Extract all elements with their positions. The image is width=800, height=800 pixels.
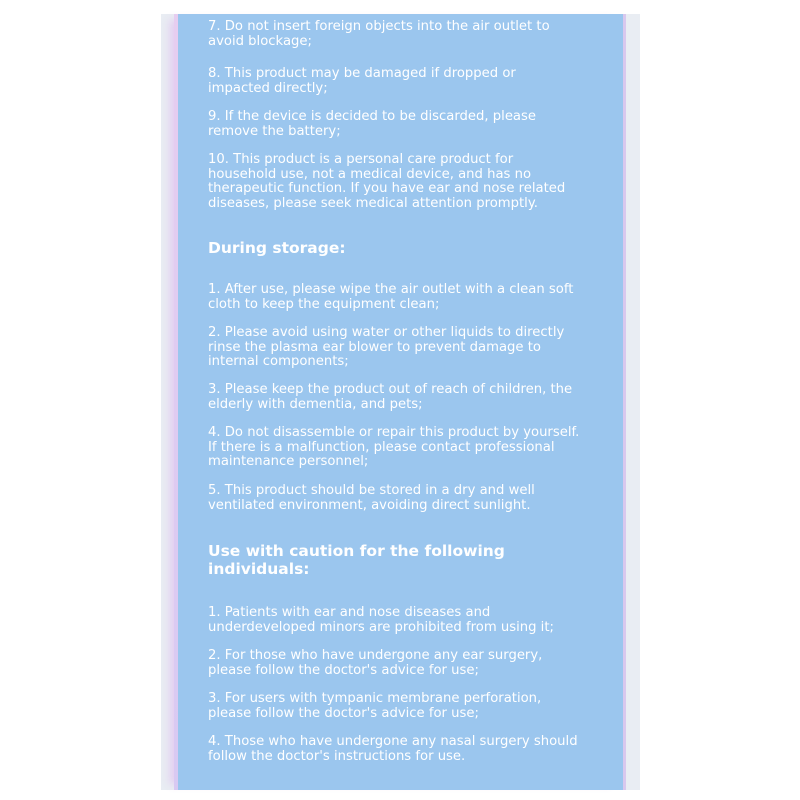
usage-item-9: 9. If the device is decided to be discarded, please remove the battery; — [208, 109, 537, 139]
caution-item-2: 2. For those who have undergone any ear surgery, please follow the doctor's advice for use; — [208, 648, 543, 678]
caution-item-1: 1. Patients with ear and nose diseases and underdeveloped minors are prohibited from using it; — [208, 605, 554, 635]
storage-item-3: 3. Please keep the product out of reach of children, the elderly with dementia, and pets; — [208, 382, 573, 412]
caution-item-4: 4. Those who have undergone any nasal surgery should follow the doctor's instructions for use. — [208, 734, 578, 764]
usage-item-10: 10. This product is a personal care product for household use, not a medical device, and has no therapeutic function. If you have ear and nose related diseases, please seek medical attention promptly. — [208, 152, 566, 211]
storage-heading: During storage: — [208, 239, 346, 257]
storage-item-1: 1. After use, please wipe the air outlet with a clean soft cloth to keep the equipment clean; — [208, 282, 574, 312]
usage-item-8: 8. This product may be damaged if dropped or impacted directly; — [208, 66, 516, 96]
caution-heading: Use with caution for the following individuals: — [208, 542, 505, 578]
storage-item-2: 2. Please avoid using water or other liquids to directly rinse the plasma ear blower to prevent damage to internal components; — [208, 325, 565, 369]
storage-item-4: 4. Do not disassemble or repair this product by yourself. If there is a malfunction, please contact professional maintenance personnel; — [208, 425, 580, 469]
storage-item-5: 5. This product should be stored in a dry and well ventilated environment, avoiding direct sunlight. — [208, 483, 535, 513]
usage-item-7: 7. Do not insert foreign objects into the air outlet to avoid blockage; — [208, 19, 550, 49]
caution-item-3: 3. For users with tympanic membrane perforation, please follow the doctor's advice for use; — [208, 691, 542, 721]
instruction-card — [174, 14, 626, 790]
